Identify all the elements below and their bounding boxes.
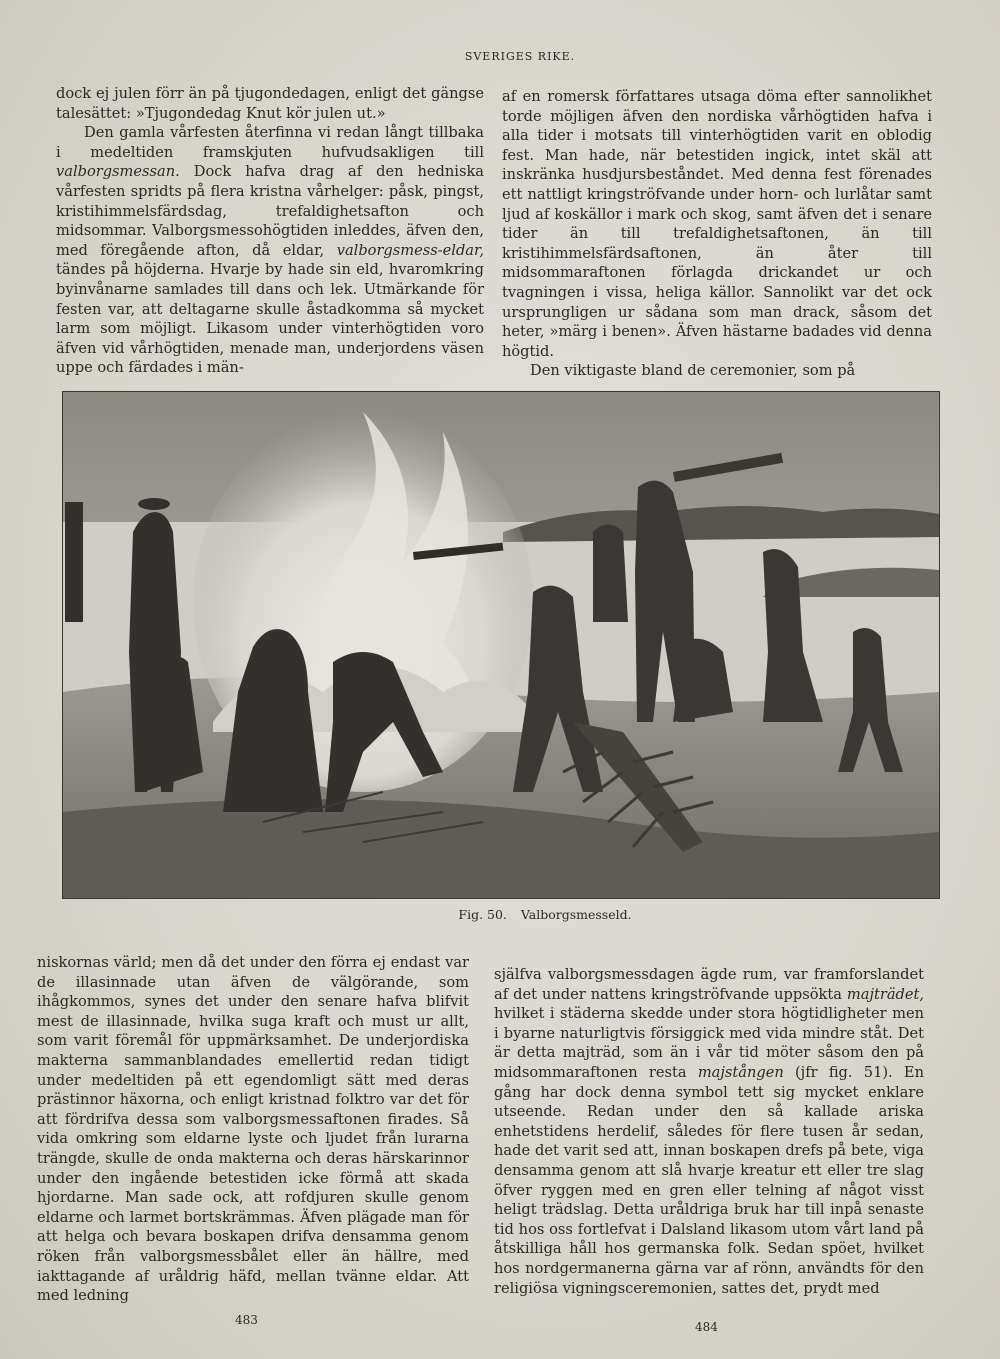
page-number-right: 484 (695, 1320, 718, 1334)
figure-caption (300, 907, 790, 922)
figure-edge (65, 502, 83, 622)
text-column-top-left (56, 84, 484, 378)
hat (138, 498, 170, 510)
figure-number: Fig. 50. (458, 907, 507, 922)
illustration-drawing (63, 392, 939, 898)
illustration-valborg-bonfire (62, 391, 940, 899)
italic-term: valborgsmess-eldar, (336, 241, 485, 259)
running-head: SVERIGES RIKE. (464, 50, 576, 63)
page-number-left: 483 (235, 1313, 258, 1327)
man-background (593, 525, 628, 623)
paragraph: niskornas värld; men då det under den förra ej endast var de illasinnade utan äfven de välgörande, som ihågkommos, synes det under den senare hafva blifvit mest de illasinnade, hvilka suga kraft och must ur allt, som varit föremål för uppmärksamhet. De underjordiska makterna sammanblandades emellertid redan tidigt under medeltiden på ett egendomligt sätt med deras prästinnor häxorna, och enligt kristnad folktro var det för att fördrifva dessa som valborgsmessaftonen firades. Så vida omkring som eldarne lyste och ljudet från lurarna trängde, skulle de onda makterna och deras härskarinnor under den ingående betestiden icke förmå att skada hjordarne. Man sade ock, att rofdjuren skulle genom eldarne och larmet bortskrämmas. Äfven plägade man för att helga och bevara boskapen drifva densamma genom röken från valborgsmessbålet eller än hällre, med iakttagande af uråldrig häfd, mellan tvänne eldar. Att med ledning (37, 954, 469, 1305)
paragraph: Den gamla vårfesten återfinna vi redan långt tillbaka i medeltiden framskjuten hufvudsakligen till valborgsmessan. Dock hafva drag af den hedniska vårfesten spridts på flera kristna vårhelger: påsk, pingst, kristihimmelsfärdsdag, trefaldighetsafton och midsommar. Valborgsmessohögtiden inleddes, äfven den, med föregående afton, då eldar, valborgsmess-eldar, tändes på höjderna. Hvarje by hade sin eld, hvaromkring byinvånarne samlades till dans och lek. Utmärkande för festen var, att deltagarne skulle åstadkomma så mycket larm som möjligt. Likasom under vinterhögtiden voro äfven vid vårhögtiden, menade man, underjordens väsen uppe och färdades i män- (56, 124, 485, 377)
italic-term: valborgsmessan. (56, 163, 180, 181)
text-column-top-right (502, 87, 932, 381)
text-column-bottom-right (494, 965, 924, 1298)
paragraph: Den viktigaste bland de ceremonier, som på (530, 362, 856, 380)
paragraph: dock ej julen förr än på tjugondedagen, enligt det gängse talesättet: »Tjugondedag Knut kör julen ut.» (56, 85, 484, 122)
text-column-bottom-left (37, 953, 469, 1306)
figure-title: Valborgsmesseld. (520, 907, 632, 922)
paragraph: af en romersk författares utsaga döma efter sannolikhet torde möjligen äfven den nordiska vårhögtiden hafva i alla tider i motsats till vinterhögtiden varit en oblodig fest. Man hade, när betestiden ingick, intet skäl att inskränka husdjursbeståndet. Med denna fest förenades ett nattligt kringströfvande under horn- och lurlåtar samt ljud af koskällor i mark och skog, samt äfven det i senare tider än till trefaldighetsaftonen, än till kristihimmelsfärdsaftonen, än åter till midsommaraftonen förlagda drickandet ur och tvagningen i vissa, heliga källor. Sannolikt var det ock ursprungligen ur sådana som man drack, såsom det heter, »märg i benen». Äfven hästarne badades vid denna högtid. (502, 88, 932, 360)
paragraph: själfva valborgsmessdagen ägde rum, var framforslandet af det under nattens kringströfvande uppsökta majträdet, hvilket i städerna skedde under stora högtidligheter men i byarne naturligtvis försiggick med vida mindre ståt. Det är detta majträd, som än i vår tid möter såsom den på midsommaraftonen resta majstången (jfr fig. 51). En gång har dock denna symbol tett sig mycket enklare utseende. Redan under den så kallade ariska enhetstidens herdelif, således för flere tusen år sedan, hade det varit sed att, innan boskapen drefs på bete, viga densamma genom att slå hvarje kreatur ett eller tre slag öfver ryggen med en gren eller telning af något visst heligt trädslag. Detta uråldriga bruk har till inpå senaste tid hos oss fortlefvat i Dalsland likasom utom vårt land på åtskilliga håll hos germanska folk. Sedan spöet, hvilket hos nordgermanerna gärna var af rönn, användts för den religiösa vigningsceremonien, sattes det, prydt med (494, 966, 925, 1297)
italic-term: majstången (697, 1063, 784, 1081)
italic-term: majträdet, (846, 985, 925, 1003)
